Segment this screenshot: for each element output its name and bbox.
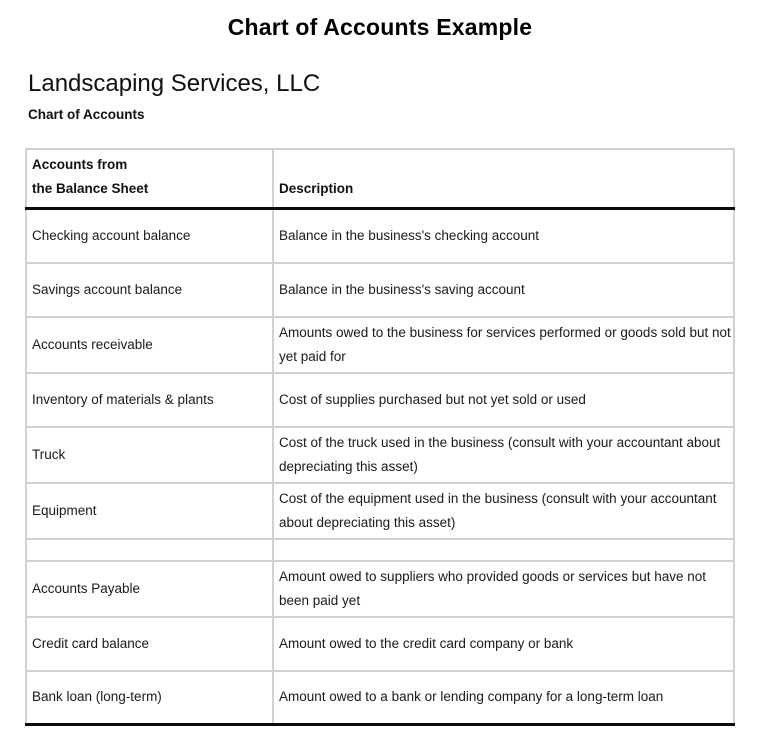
table-row — [26, 671, 734, 725]
description-cell: Amount owed to a bank or lending company for a long-term loan — [273, 671, 734, 725]
description-cell — [273, 539, 734, 561]
account-cell: Accounts Payable — [26, 561, 273, 617]
description-cell: Amounts owed to the business for services performed or goods sold but not yet paid for — [273, 317, 734, 373]
chart-of-accounts-table — [25, 148, 735, 726]
table-row — [26, 373, 734, 427]
account-cell: Inventory of materials & plants — [26, 373, 273, 427]
column-header-accounts — [26, 149, 273, 209]
table-row — [26, 561, 734, 617]
description-cell: Cost of the equipment used in the business (consult with your accountant about depreciating this asset) — [273, 483, 734, 539]
table-row — [26, 209, 734, 263]
account-cell: Savings account balance — [26, 263, 273, 317]
page-title: Chart of Accounts Example — [227, 14, 533, 40]
table-row — [26, 263, 734, 317]
account-cell: Credit card balance — [26, 617, 273, 671]
table-row — [26, 427, 734, 483]
description-cell: Balance in the business's checking account — [273, 209, 734, 263]
account-cell: Accounts receivable — [26, 317, 273, 373]
doc-subtitle: Chart of Accounts — [28, 107, 145, 122]
table-row — [26, 483, 734, 539]
description-cell: Balance in the business's saving account — [273, 263, 734, 317]
description-cell: Amount owed to the credit card company or bank — [273, 617, 734, 671]
header-row — [26, 149, 734, 209]
account-cell: Equipment — [26, 483, 273, 539]
company-name: Landscaping Services, LLC — [28, 70, 321, 97]
spacer-row — [26, 539, 734, 561]
account-cell: Truck — [26, 427, 273, 483]
account-cell: Checking account balance — [26, 209, 273, 263]
table-row — [26, 617, 734, 671]
description-cell: Amount owed to suppliers who provided goods or services but have not been paid yet — [273, 561, 734, 617]
column-header-accounts-line1: Accounts from — [32, 157, 128, 172]
account-cell: Bank loan (long-term) — [26, 671, 273, 725]
column-header-description: Description — [273, 149, 734, 209]
description-cell: Cost of the truck used in the business (consult with your accountant about depreciating this asset) — [273, 427, 734, 483]
description-cell: Cost of supplies purchased but not yet sold or used — [273, 373, 734, 427]
table-row — [26, 317, 734, 373]
column-header-accounts-line2: the Balance Sheet — [32, 181, 149, 196]
account-cell — [26, 539, 273, 561]
